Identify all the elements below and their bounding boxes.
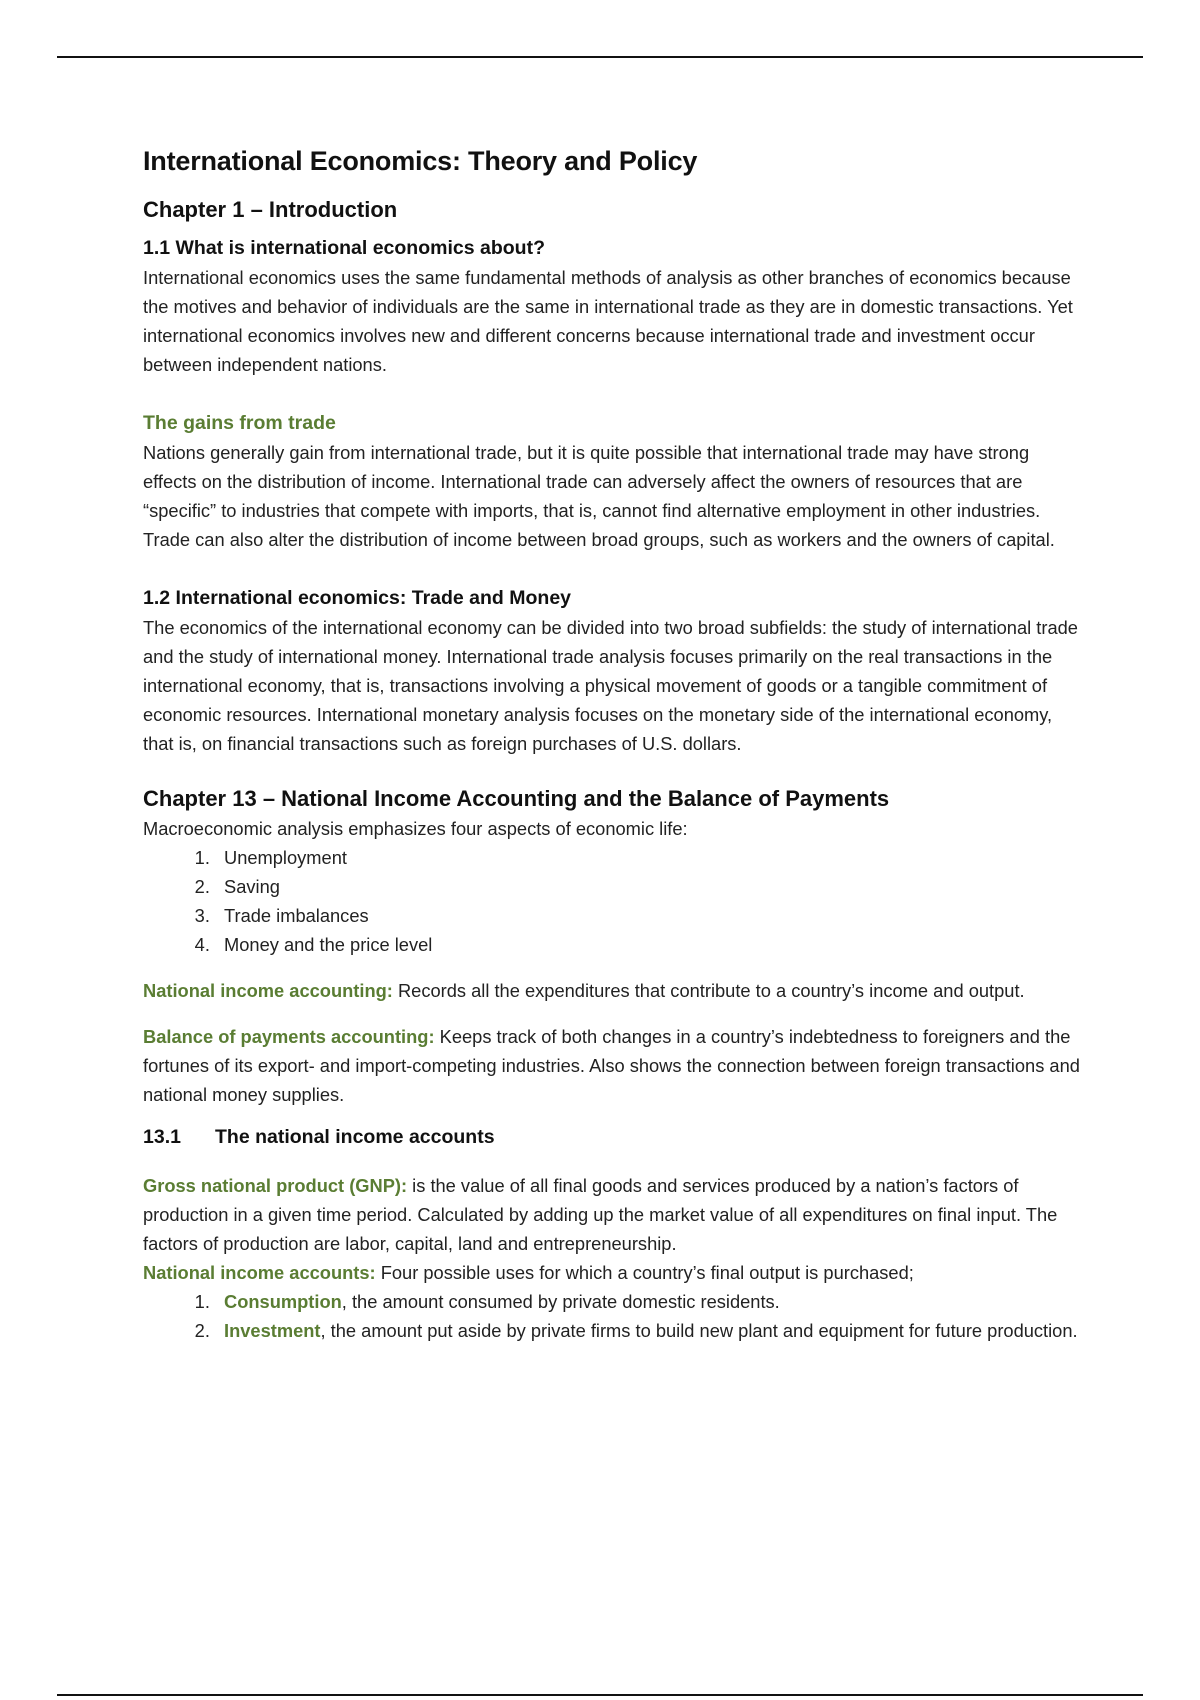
definition-term: National income accounting:: [143, 980, 393, 1001]
definition-text: Four possible uses for which a country’s final output is purchased;: [375, 1262, 914, 1283]
definition-text: is the value of all final goods and services produced by a nation’s factors of production in a given time period. Calculated by adding up the market value of all expenditures on final input. The factors of production are labor, capital, land and entrepreneurship.: [143, 1175, 1058, 1254]
section-1-2-text: The economics of the international economy can be divided into two broad subfields: the study of international trade and the study of international money. International trade analysis focuses primarily on the real transactions in the international economy, that is, transactions involving a physical movement of goods or a tangible commitment of economic resources. International monetary analysis focuses on the monetary side of the international economy, that is, on financial transactions such as foreign purchases of U.S. dollars.: [143, 617, 1078, 754]
use-term: Consumption: [224, 1291, 342, 1312]
definition-text: Keeps track of both changes in a country’s indebtedness to foreigners and the fortunes of its export- and import-competing industries. Also shows the connection between foreign transactions and national money supplies.: [143, 1026, 1080, 1105]
footer-rule: [57, 1694, 1143, 1696]
use-term: Investment: [224, 1320, 321, 1341]
uses-list: [143, 1287, 1083, 1345]
definition-term: Gross national product (GNP):: [143, 1175, 408, 1196]
definition-term: National income accounts:: [143, 1262, 376, 1283]
list-item: 2. Saving: [215, 872, 1083, 901]
gains-from-trade-title: The gains from trade: [143, 412, 336, 434]
section-13-1-title: [143, 1126, 1083, 1149]
list-item: 3. Trade imbalances: [215, 901, 1083, 930]
chapter-13-title: Chapter 13 – National Income Accounting and the Balance of Payments: [143, 786, 890, 811]
document-body: [143, 146, 1083, 1345]
definition-text: Records all the expenditures that contribute to a country’s income and output.: [392, 980, 1025, 1001]
chapter-1-title: Chapter 1 – Introduction: [143, 197, 398, 222]
section-1-1-text: International economics uses the same fundamental methods of analysis as other branches of economics because the motives and behavior of individuals are the same in international trade as they are in domestic transactions. Yet international economics involves new and different concerns because international trade and investment occur between independent nations.: [143, 267, 1073, 375]
balance-of-payments-definition: [143, 1022, 1083, 1109]
list-item: 1. Unemployment: [215, 843, 1083, 872]
section-1-1-title: 1.1 What is international economics about?: [143, 237, 545, 259]
chapter-13-intro: Macroeconomic analysis emphasizes four aspects of economic life:: [143, 818, 688, 839]
list-item: [215, 1316, 1083, 1345]
section-number: 13.1: [143, 1126, 181, 1148]
document-title: International Economics: Theory and Policy: [143, 146, 698, 176]
section-title-text: The national income accounts: [215, 1126, 495, 1148]
national-income-accounting-definition: [143, 976, 1083, 1005]
list-item: 4. Money and the price level: [215, 930, 1083, 959]
list-item: [215, 1287, 1083, 1316]
use-text: , the amount consumed by private domestic residents.: [341, 1291, 780, 1312]
gains-from-trade-text: Nations generally gain from international trade, but it is quite possible that international trade may have strong effects on the distribution of income. International trade can adversely affect the owners of resources that are “specific” to industries that compete with imports, that is, cannot find alternative employment in other industries. Trade can also alter the distribution of income between broad groups, such as workers and the owners of capital.: [143, 442, 1055, 550]
header-rule: [57, 56, 1143, 58]
national-income-accounts-definition: [143, 1258, 1083, 1287]
aspects-list: [143, 843, 1083, 959]
gnp-definition: [143, 1171, 1083, 1258]
definition-term: Balance of payments accounting:: [143, 1026, 435, 1047]
use-text: , the amount put aside by private firms to build new plant and equipment for future production.: [320, 1320, 1078, 1341]
section-1-2-title: 1.2 International economics: Trade and Money: [143, 587, 572, 609]
